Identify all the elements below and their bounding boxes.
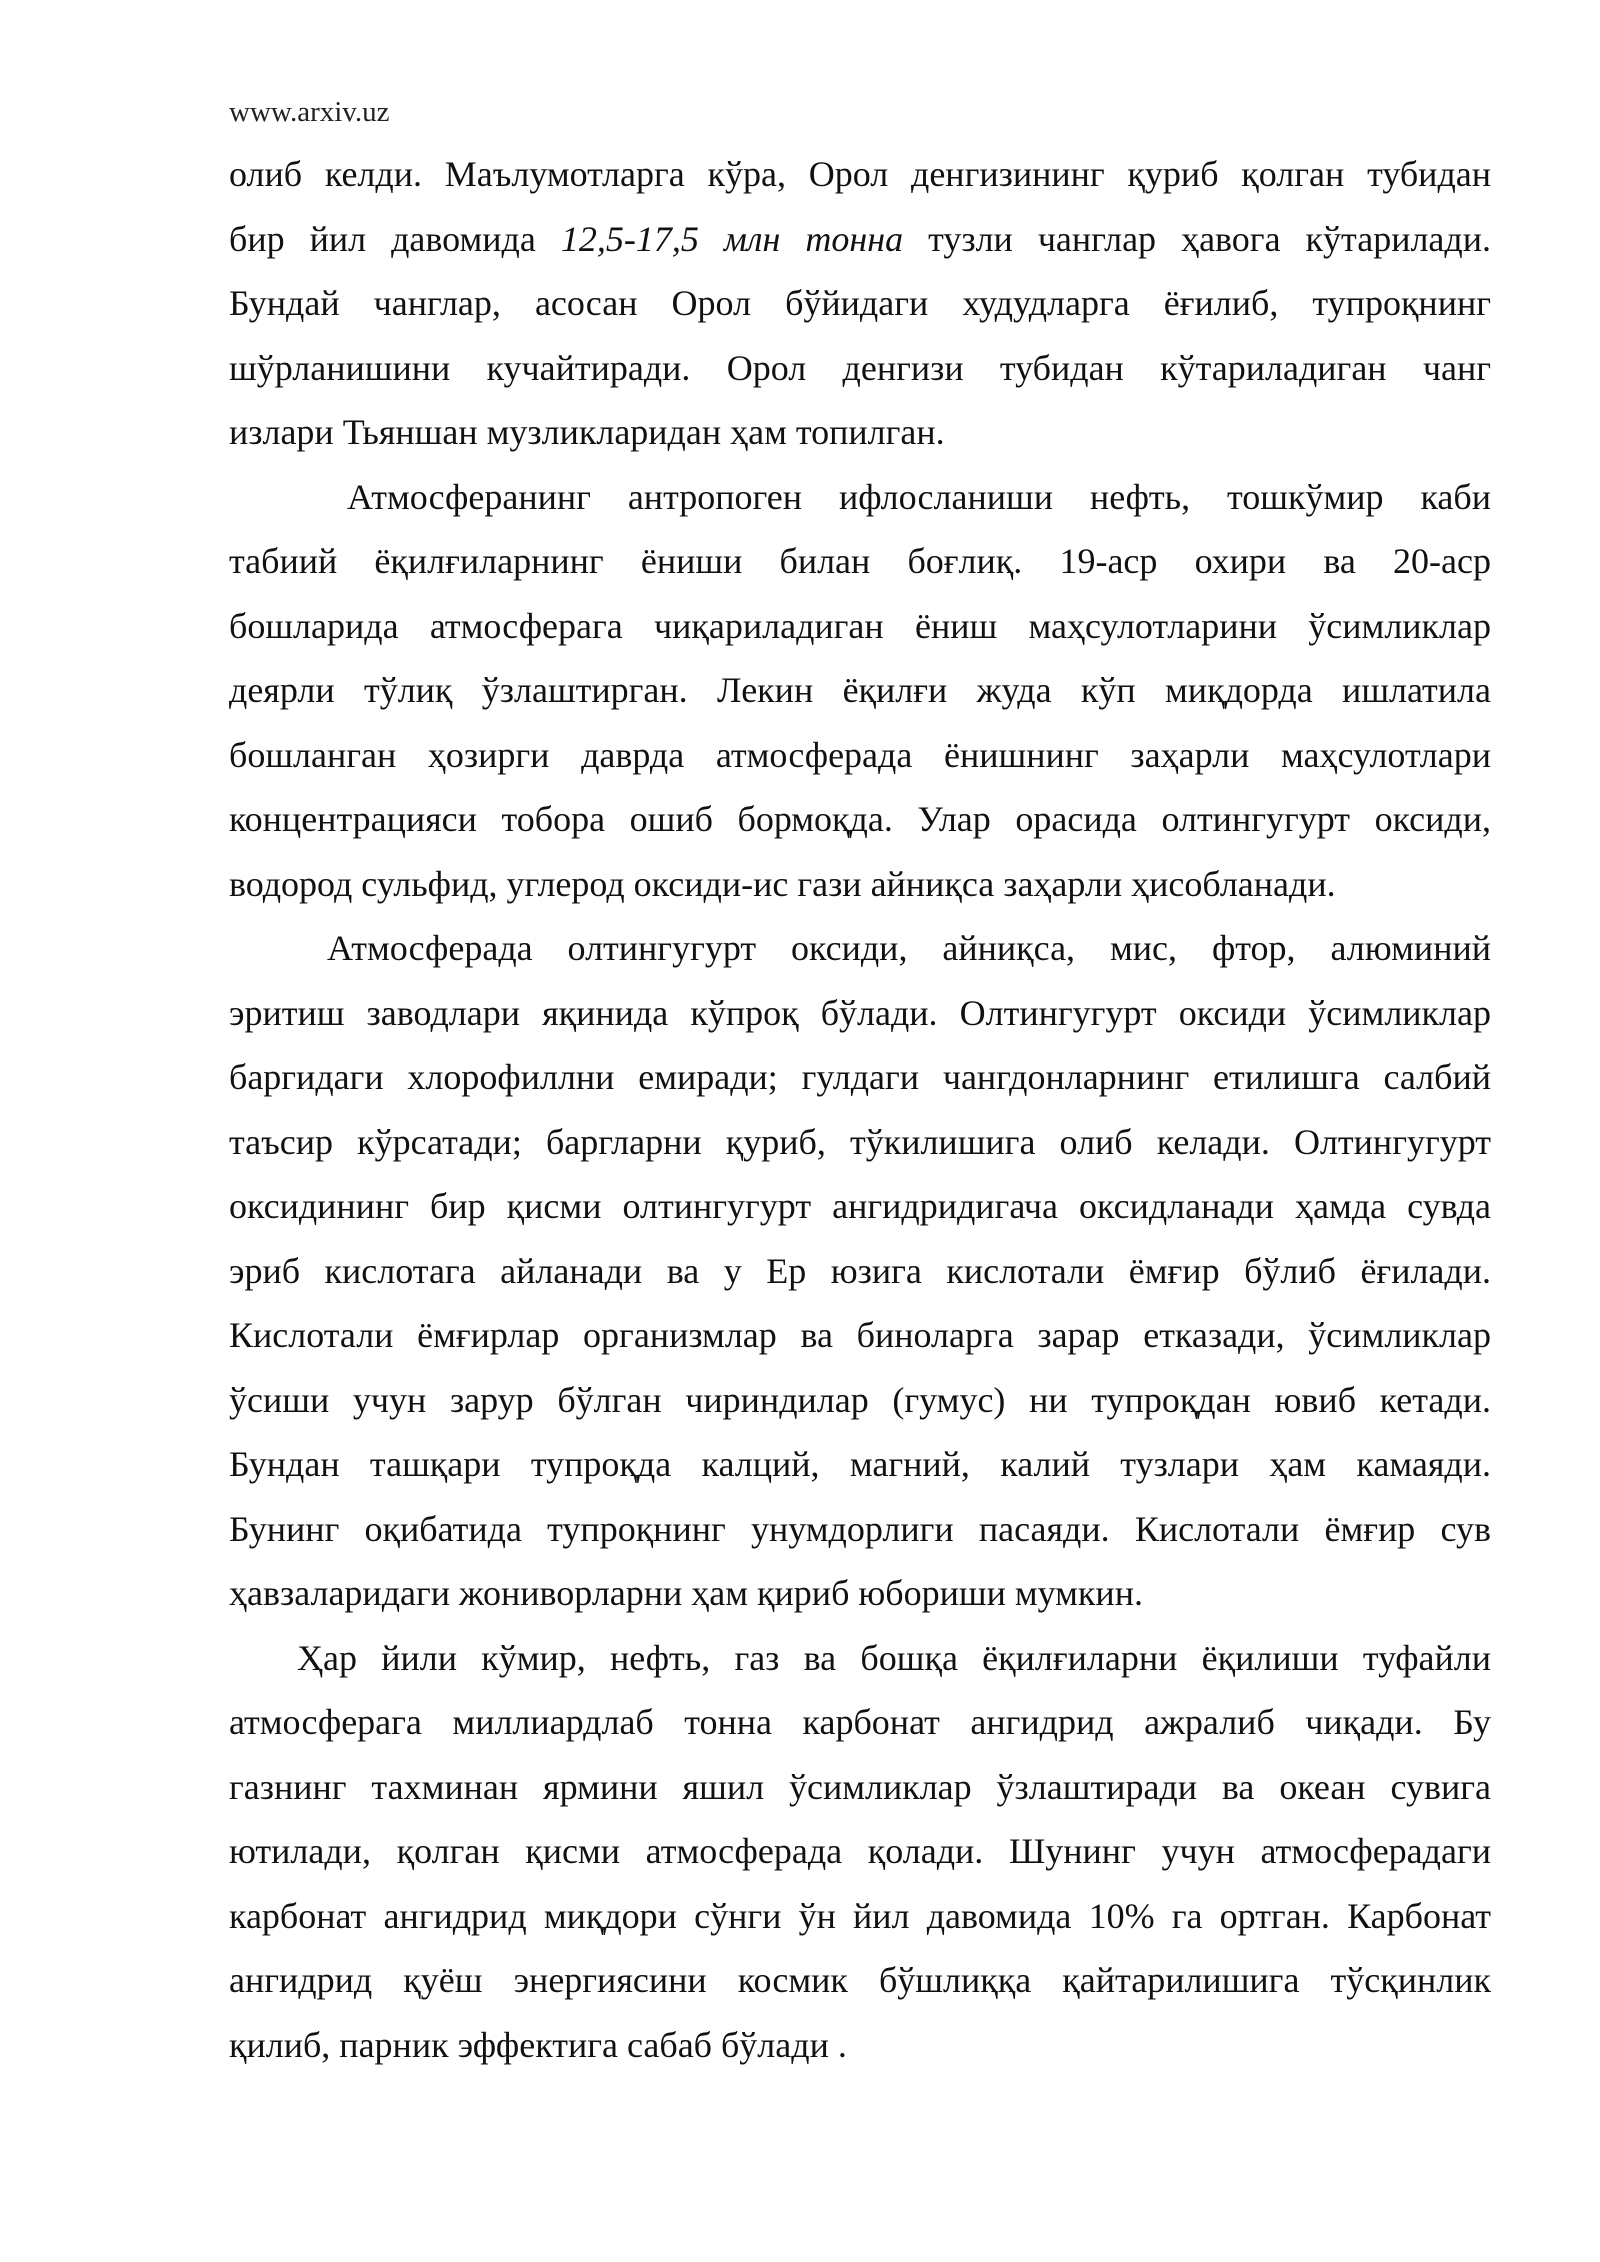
text-line: атмосферага миллиардлаб тонна карбонат ангидрид ажралиб чиқади. Бу bbox=[229, 1702, 1491, 1742]
text-line: Ҳар йили кўмир, нефть, газ ва бошқа ёқилғиларни ёқилиши туфайли bbox=[297, 1637, 1491, 1678]
text-line: эриб кислотага айланади ва у Ер юзига кислотали ёмғир бўлиб ёғилади. bbox=[229, 1250, 1491, 1291]
paragraph-4 bbox=[229, 1626, 1491, 2078]
text-line: излари Тьяншан музликларидан ҳам топилган. bbox=[229, 412, 945, 452]
text-line: Бунинг оқибатида тупроқнинг унумдорлиги пасаяди. Кислотали ёмғир сув bbox=[229, 1508, 1491, 1549]
text-line: шўрланишини кучайтиради. Орол денгизи тубидан кўтариладиган чанг bbox=[229, 347, 1491, 388]
text-line: Бундан ташқари тупроқда калций, магний, калий тузлари ҳам камаяди. bbox=[229, 1444, 1491, 1484]
text-line: Атмосферанинг антропоген ифлосланиши нефть, тошкўмир каби bbox=[347, 476, 1491, 517]
text-line: концентрацияси тобора ошиб бормоқда. Улар орасида олтингугурт оксиди, bbox=[229, 799, 1491, 839]
text-line: ҳавзаларидаги жониворларни ҳам қириб юбориши мумкин. bbox=[229, 1573, 1143, 1613]
text-line: бошларида атмосферага чиқариладиган ёниш маҳсулотларини ўсимликлар bbox=[229, 605, 1491, 646]
text-line: бошланган ҳозирги даврда атмосферада ёнишнинг заҳарли маҳсулотлари bbox=[229, 734, 1491, 775]
text-line: олиб келди. Маълумотларга кўра, Орол денгизининг қуриб қолган тубидан bbox=[229, 154, 1491, 194]
text-line: ангидрид қуёш энергиясини космик бўшлиққа қайтарилишига тўсқинлик bbox=[229, 1960, 1491, 2000]
text-line: деярли тўлиқ ўзлаштирган. Лекин ёқилғи жуда кўп миқдорда ишлатила bbox=[229, 670, 1491, 710]
header-site: www.arxiv.uz bbox=[229, 96, 390, 128]
text-line: Кислотали ёмғирлар организмлар ва биноларга зарар етказади, ўсимликлар bbox=[229, 1315, 1491, 1355]
paragraph-3 bbox=[229, 916, 1491, 1626]
text-fragment: бир йил давомида bbox=[229, 218, 536, 259]
text-line: табиий ёқилғиларнинг ёниши билан боғлиқ. 19-аср охири ва 20-аср bbox=[229, 541, 1491, 581]
text-line: Атмосферада олтингугурт оксиди, айниқса, мис, фтор, алюминий bbox=[327, 928, 1491, 968]
text-line: оксидининг бир қисми олтингугурт ангидридигача оксидланади ҳамда сувда bbox=[229, 1186, 1491, 1226]
text-line bbox=[229, 207, 1491, 272]
text-line: карбонат ангидрид миқдори сўнги ўн йил давомида 10% га ортган. Карбонат bbox=[229, 1895, 1491, 1936]
text-line: таъсир кўрсатади; баргларни қуриб, тўкилишига олиб келади. Олтингугурт bbox=[229, 1121, 1491, 1162]
emphasis-text: 12,5-17,5 млн тонна bbox=[560, 218, 904, 259]
text-fragment: тузли чанглар ҳавога кўтарилади. bbox=[928, 218, 1491, 259]
paragraph-2 bbox=[229, 465, 1491, 917]
text-line: Бундай чанглар, асосан Орол бўйидаги худудларга ёғилиб, тупроқнинг bbox=[229, 283, 1491, 323]
document-body bbox=[229, 142, 1491, 2077]
text-line: қилиб, парник эффектига сабаб бўлади . bbox=[229, 2024, 847, 2065]
text-line: ютилади, қолган қисми атмосферада қолади. Шунинг учун атмосферадаги bbox=[229, 1831, 1491, 1871]
text-line: эритиш заводлари яқинида кўпроқ бўлади. Олтингугурт оксиди ўсимликлар bbox=[229, 992, 1491, 1033]
text-line: газнинг тахминан ярмини яшил ўсимликлар ўзлаштиради ва океан сувига bbox=[229, 1766, 1491, 1807]
text-line: водород сульфид, углерод оксиди-ис гази айниқса заҳарли ҳисобланади. bbox=[229, 863, 1336, 904]
paragraph-1 bbox=[229, 142, 1491, 465]
text-line: ўсиши учун зарур бўлган чириндилар (гумус) ни тупроқдан ювиб кетади. bbox=[229, 1379, 1491, 1420]
text-line: баргидаги хлорофиллни емиради; гулдаги чангдонларнинг етилишга салбий bbox=[229, 1057, 1491, 1097]
